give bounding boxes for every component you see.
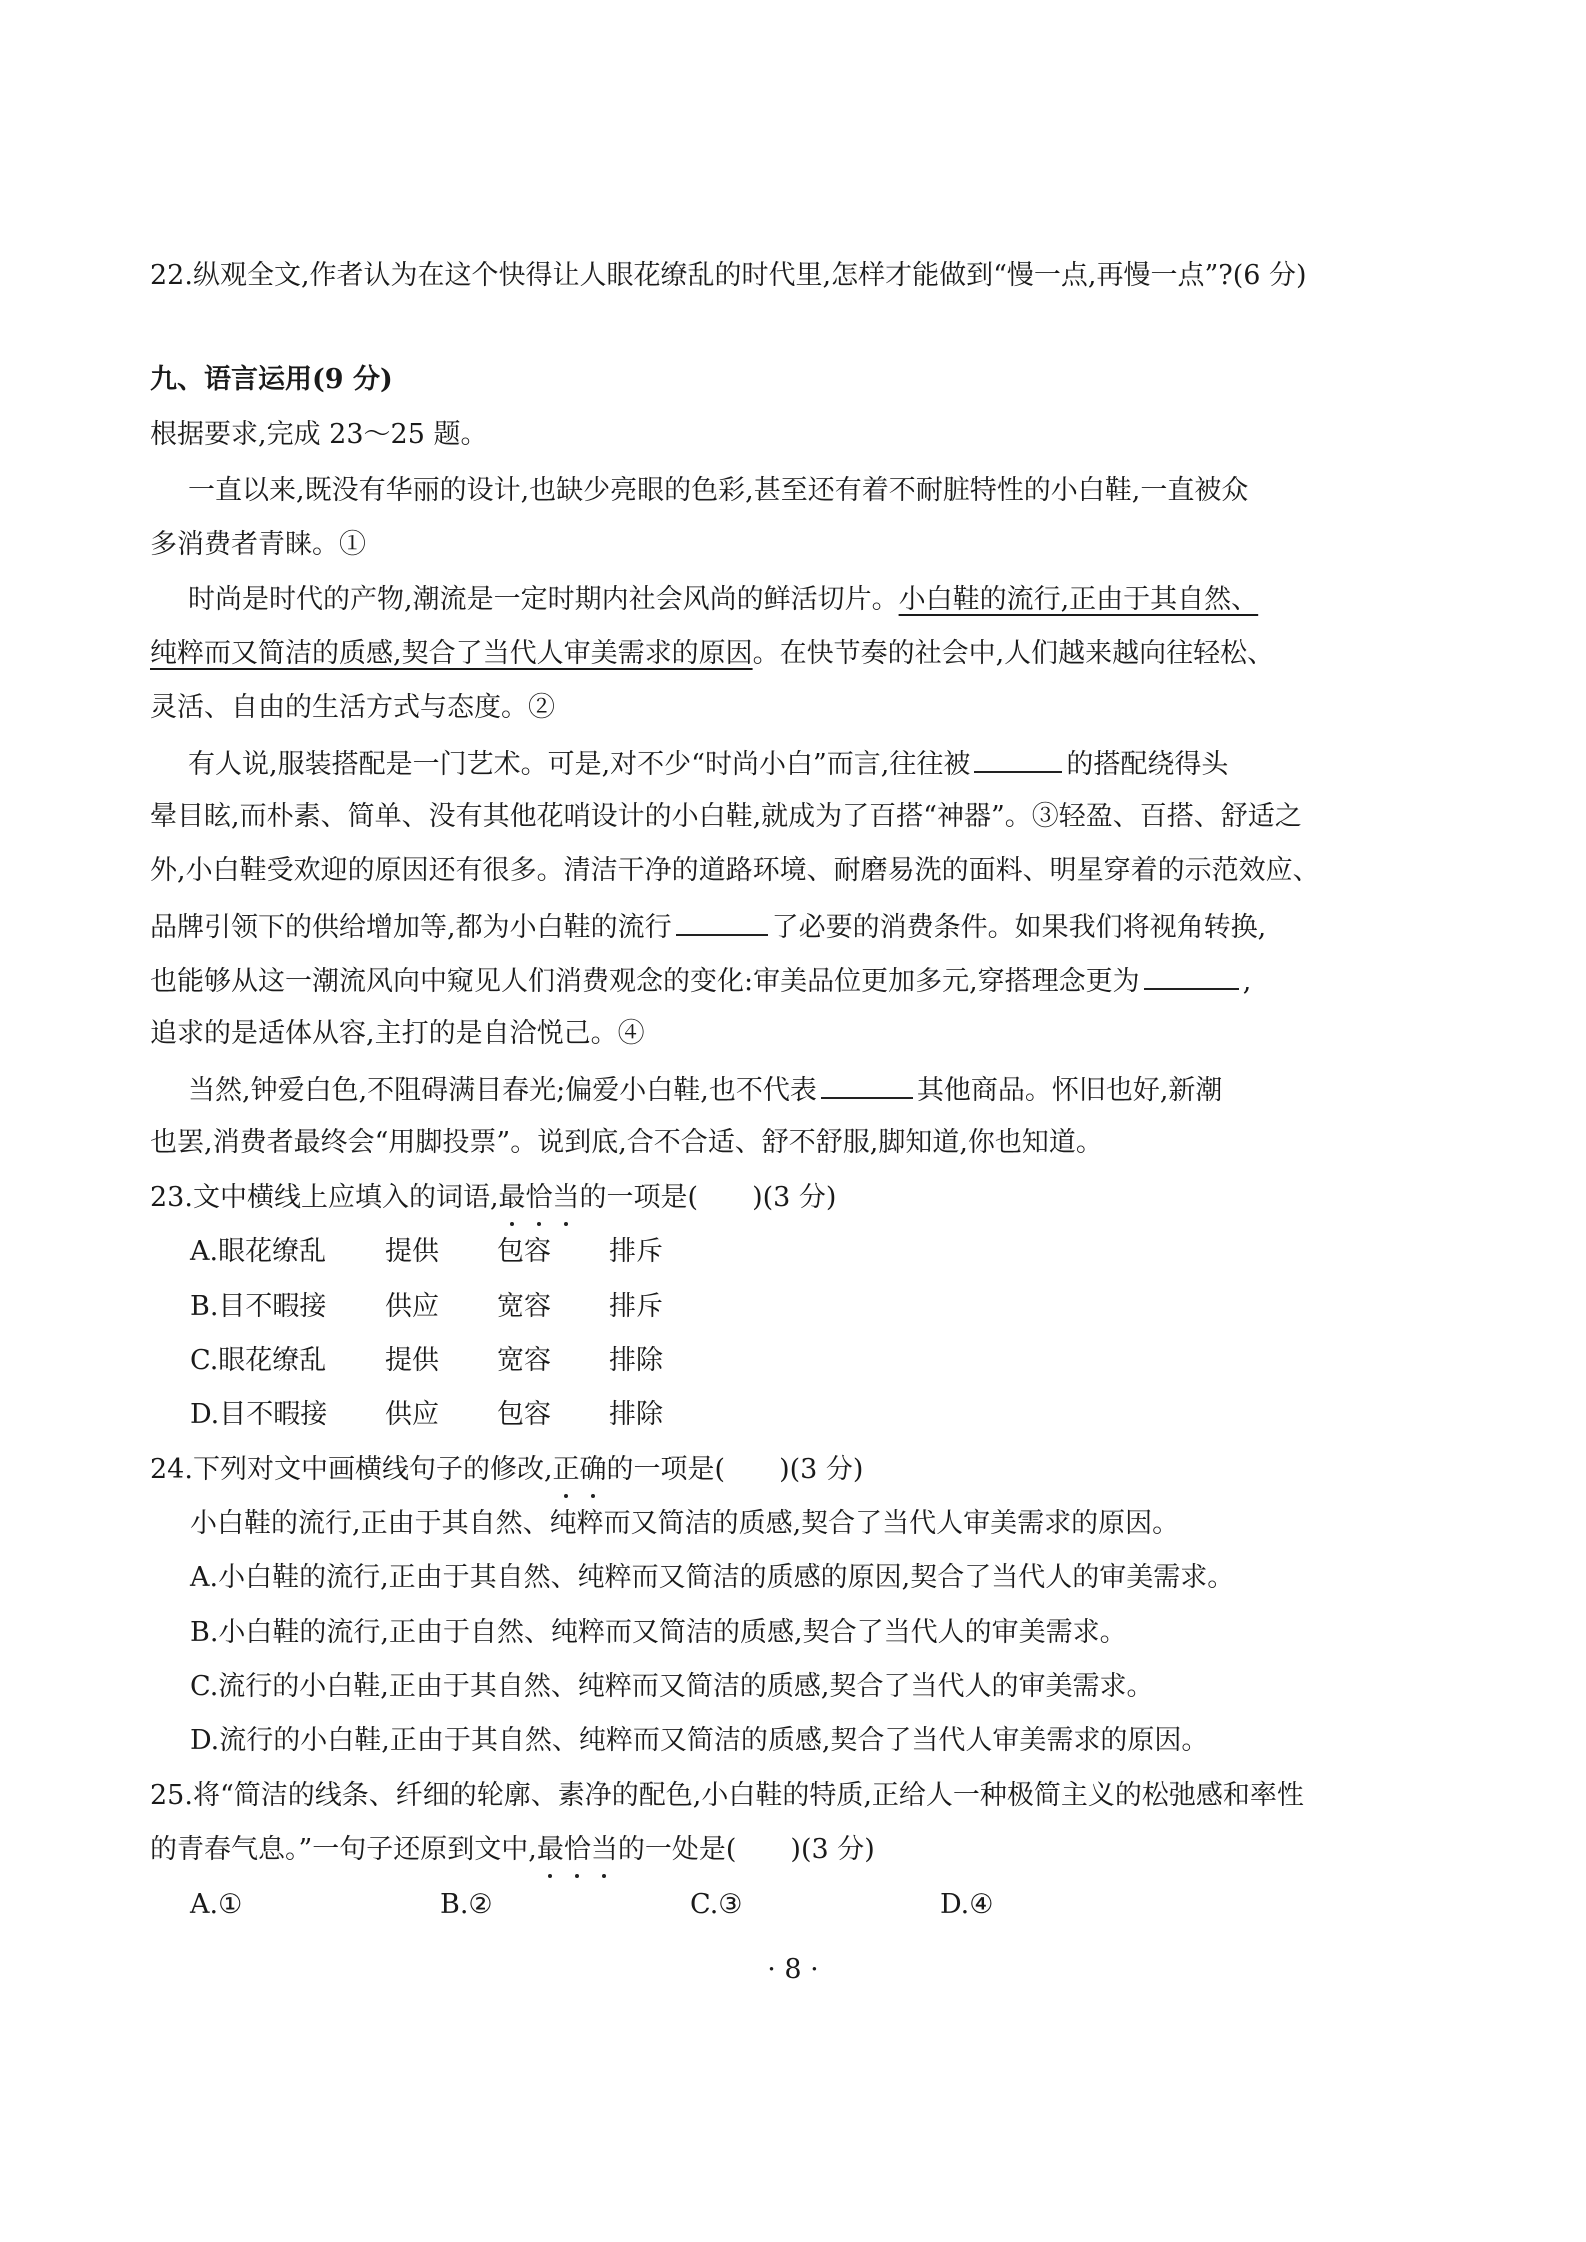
section-title: 九、语言运用(9 分) (150, 364, 393, 395)
q25-option-c: C.③ (690, 1889, 743, 1920)
q24-option-a: A.小白鞋的流行,正由于其自然、纯粹而又简洁的质感的原因,契合了当代人的审美需求。 (190, 1562, 1235, 1593)
q25-options (190, 1887, 1190, 1923)
stem-text: 23.文中横线上应填入的词语, (150, 1182, 499, 1213)
underlined-sentence: 小白鞋的流行,正由于其自然、 (898, 584, 1259, 615)
passage-p2-line1 (188, 582, 1258, 618)
emphasis-char: 最 (499, 1180, 526, 1216)
passage-text: 有人说,服装搭配是一门艺术。可是,对不少“时尚小白”而言,往往被 (188, 749, 971, 780)
stem-text: 的青春气息。”一句子还原到文中, (150, 1834, 537, 1865)
option-word: 提供 (385, 1345, 439, 1376)
option-label: B.目不暇接 (190, 1291, 327, 1322)
passage-p3-line6: 追求的是适体从容,主打的是自洽悦己。④ (150, 1018, 645, 1049)
option-word: 宽容 (497, 1345, 551, 1376)
passage-text: 其他商品。怀旧也好,新潮 (916, 1075, 1223, 1106)
q23-option-d (190, 1397, 721, 1433)
option-word: 宽容 (497, 1291, 551, 1322)
passage-text: 当然,钟爱白色,不阻碍满目春光;偏爱小白鞋,也不代表 (188, 1075, 817, 1106)
passage-p1-line1: 一直以来,既没有华丽的设计,也缺少亮眼的色彩,甚至还有着不耐脏特性的小白鞋,一直被众 (188, 475, 1249, 506)
option-label: D.目不暇接 (190, 1399, 328, 1430)
option-word: 包容 (497, 1399, 551, 1430)
q25-option-a: A.① (190, 1889, 243, 1920)
q24-option-c: C.流行的小白鞋,正由于其自然、纯粹而又简洁的质感,契合了当代人的审美需求。 (190, 1671, 1154, 1702)
passage-p3-line4 (150, 908, 1266, 946)
q24-option-b: B.小白鞋的流行,正由于自然、纯粹而又简洁的质感,契合了当代人的审美需求。 (190, 1617, 1127, 1648)
emphasis-char: 正 (553, 1452, 580, 1488)
question-25-stem-line1: 25.将“简洁的线条、纤细的轮廓、素净的配色,小白鞋的特质,正给人一种极简主义的松弛感和率性 (150, 1780, 1304, 1811)
option-word: 供应 (385, 1291, 439, 1322)
option-word: 排除 (609, 1399, 663, 1430)
passage-p3-line1 (188, 745, 1228, 783)
option-word: 排斥 (609, 1291, 663, 1322)
passage-text: 时尚是时代的产物,潮流是一定时期内社会风尚的鲜活切片。 (188, 584, 899, 615)
q23-option-b (190, 1289, 721, 1325)
option-word: 提供 (385, 1236, 439, 1267)
emphasis-char: 当 (553, 1180, 580, 1216)
passage-p3-line2: 晕目眩,而朴素、简单、没有其他花哨设计的小白鞋,就成为了百搭“神器”。③轻盈、百搭、舒适之 (150, 801, 1302, 832)
option-word: 排斥 (609, 1236, 663, 1267)
passage-text: , (1242, 966, 1252, 997)
question-25-stem-line2 (150, 1832, 875, 1868)
option-label: C.眼花缭乱 (190, 1345, 327, 1376)
option-label: A.眼花缭乱 (190, 1236, 327, 1267)
option-word: 包容 (497, 1236, 551, 1267)
option-word: 排除 (609, 1345, 663, 1376)
fill-blank-4 (821, 1071, 913, 1099)
underlined-sentence: 纯粹而又简洁的质感,契合了当代人审美需求的原因 (150, 638, 753, 669)
question-24-stem (150, 1452, 863, 1488)
question-23-stem (150, 1180, 836, 1216)
passage-text: 品牌引领下的供给增加等,都为小白鞋的流行 (150, 912, 672, 943)
option-word: 供应 (385, 1399, 439, 1430)
passage-p1-line2: 多消费者青睐。① (150, 529, 366, 560)
q24-original-sentence: 小白鞋的流行,正由于其自然、纯粹而又简洁的质感,契合了当代人审美需求的原因。 (190, 1508, 1180, 1539)
passage-p2-line2 (150, 636, 1274, 672)
passage-p2-line3: 灵活、自由的生活方式与态度。② (150, 692, 555, 723)
q25-option-d: D.④ (940, 1889, 994, 1920)
passage-text: 的搭配绕得头 (1066, 749, 1229, 780)
passage-p4-line1 (188, 1071, 1222, 1109)
emphasis-char: 当 (591, 1832, 618, 1868)
fill-blank-3 (1144, 962, 1239, 990)
fill-blank-2 (676, 908, 768, 936)
emphasis-char: 最 (537, 1832, 564, 1868)
passage-text: 了必要的消费条件。如果我们将视角转换, (771, 912, 1267, 943)
page-number: · 8 · (767, 1954, 819, 1985)
q23-option-a (190, 1234, 721, 1270)
question-22: 22.纵观全文,作者认为在这个快得让人眼花缭乱的时代里,怎样才能做到“慢一点,再慢一点”?(6 分) (150, 260, 1307, 291)
stem-text: 24.下列对文中画横线句子的修改, (150, 1454, 553, 1485)
passage-p3-line3: 外,小白鞋受欢迎的原因还有很多。清洁干净的道路环境、耐磨易洗的面料、明星穿着的示范效应、 (150, 855, 1320, 886)
fill-blank-1 (974, 745, 1062, 773)
passage-text: 。在快节奏的社会中,人们越来越向往轻松、 (752, 638, 1275, 669)
emphasis-char: 确 (580, 1452, 607, 1488)
passage-p3-line5 (150, 962, 1251, 1000)
q23-option-c (190, 1343, 721, 1379)
passage-p4-line2: 也罢,消费者最终会“用脚投票”。说到底,合不合适、舒不舒服,脚知道,你也知道。 (150, 1127, 1103, 1158)
stem-text: 的一项是( )(3 分) (579, 1182, 837, 1213)
instruction: 根据要求,完成 23～25 题。 (150, 419, 488, 450)
q24-option-d: D.流行的小白鞋,正由于其自然、纯粹而又简洁的质感,契合了当代人审美需求的原因。 (190, 1725, 1209, 1756)
stem-text: 的一处是( )(3 分) (617, 1834, 875, 1865)
emphasis-char: 恰 (564, 1832, 591, 1868)
stem-text: 的一项是( )(3 分) (606, 1454, 864, 1485)
q25-option-b: B.② (440, 1889, 493, 1920)
emphasis-char: 恰 (526, 1180, 553, 1216)
passage-text: 也能够从这一潮流风向中窥见人们消费观念的变化:审美品位更加多元,穿搭理念更为 (150, 966, 1140, 997)
